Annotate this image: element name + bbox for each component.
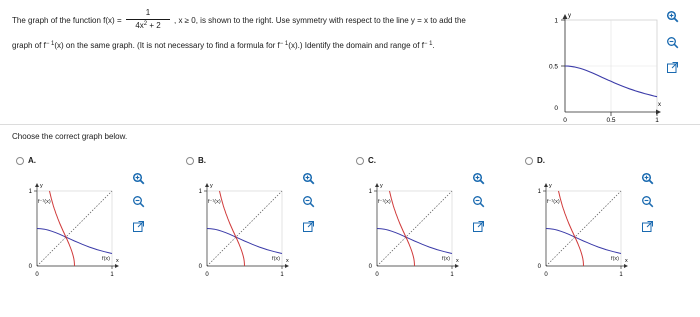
option-y-tick-1: 1	[368, 189, 372, 195]
zoom-in-icon	[132, 172, 145, 185]
fraction-denominator: $4x^2 + 2$	[135, 21, 161, 30]
option-x-tick-0: 0	[375, 272, 379, 278]
option-popout-button[interactable]	[302, 220, 315, 233]
option-inverse-label: f⁻¹(x)	[208, 199, 221, 205]
option-graph	[182, 162, 297, 280]
zoom-out-icon	[472, 195, 485, 208]
fraction-numerator: 1	[145, 8, 151, 17]
main-x-tick-0: 0	[563, 117, 567, 123]
option-letter[interactable]: C.	[368, 156, 376, 165]
option-x-tick-1: 1	[450, 272, 454, 278]
option-zoom-out-button[interactable]	[302, 195, 315, 208]
option-x-arrow	[624, 264, 628, 268]
option-letter[interactable]: A.	[28, 156, 36, 165]
question-line-1	[12, 15, 122, 26]
option-inverse-label: f⁻¹(x)	[38, 199, 51, 205]
option-f-label: f(x)	[442, 256, 450, 262]
option-y-arrow	[205, 183, 209, 187]
option-zoom-in-button[interactable]	[132, 172, 145, 185]
option-f-label: f(x)	[102, 256, 110, 262]
popout-icon	[641, 220, 654, 233]
zoom-out-button[interactable]	[666, 36, 679, 49]
option-y-arrow	[375, 183, 379, 187]
option-y-arrow	[544, 183, 548, 187]
popout-icon	[666, 61, 679, 74]
option-x-tick-0: 0	[544, 272, 548, 278]
fraction	[120, 8, 176, 33]
main-graph	[520, 8, 670, 123]
zoom-in-icon	[641, 172, 654, 185]
option-zoom-out-button[interactable]	[641, 195, 654, 208]
question-prefix: The graph of the function f(x) =	[12, 16, 122, 25]
option-popout-button[interactable]	[132, 220, 145, 233]
option-x-tick-0: 0	[35, 272, 39, 278]
option-x-arrow	[285, 264, 289, 268]
option-x-tick-1: 1	[280, 272, 284, 278]
option-graph	[352, 162, 467, 280]
option-zoom-in-button[interactable]	[641, 172, 654, 185]
main-x-tick-1: 1	[655, 117, 659, 123]
question-line-1-suffix: , x ≥ 0, is shown to the right. Use symmetry with respect to the line y = x to add the	[174, 16, 466, 25]
option-c	[352, 150, 522, 315]
zoom-out-icon	[132, 195, 145, 208]
popout-icon	[132, 220, 145, 233]
option-d	[521, 150, 691, 315]
zoom-in-icon	[302, 172, 315, 185]
option-inverse-label: f⁻¹(x)	[378, 199, 391, 205]
option-y-tick-1: 1	[198, 189, 202, 195]
zoom-in-icon	[472, 172, 485, 185]
option-x-tick-0: 0	[205, 272, 209, 278]
option-graph	[521, 162, 636, 280]
option-x-tick-1: 1	[110, 272, 114, 278]
option-b	[182, 150, 352, 315]
main-y-axis-label: y	[568, 13, 571, 19]
option-x-tick-1: 1	[619, 272, 623, 278]
popout-button[interactable]	[666, 61, 679, 74]
choose-prompt: Choose the correct graph below.	[12, 132, 128, 141]
option-y-axis-label: y	[380, 183, 383, 189]
option-y-axis-label: y	[549, 183, 552, 189]
option-zoom-out-button[interactable]	[132, 195, 145, 208]
option-y-tick-0: 0	[28, 264, 32, 270]
option-y-tick-1: 1	[28, 189, 32, 195]
option-letter[interactable]: D.	[537, 156, 545, 165]
main-y-tick-1: 1	[554, 17, 558, 25]
option-graph	[12, 162, 127, 280]
option-popout-button[interactable]	[472, 220, 485, 233]
option-a	[12, 150, 182, 315]
option-zoom-out-button[interactable]	[472, 195, 485, 208]
zoom-out-icon	[641, 195, 654, 208]
option-x-axis-label: x	[116, 258, 119, 264]
option-f-label: f(x)	[272, 256, 280, 262]
option-zoom-in-button[interactable]	[472, 172, 485, 185]
main-x-tick-05: 0.5	[606, 117, 616, 123]
zoom-out-icon	[302, 195, 315, 208]
option-y-tick-0: 0	[198, 264, 202, 270]
zoom-in-icon	[666, 10, 679, 23]
option-y-tick-0: 0	[368, 264, 372, 270]
zoom-out-icon	[666, 36, 679, 49]
option-x-axis-label: x	[286, 258, 289, 264]
main-y-tick-05: 0.5	[548, 63, 558, 71]
option-x-axis-label: x	[456, 258, 459, 264]
option-y-tick-1: 1	[537, 189, 541, 195]
question-line-2: graph of $f^{- 1}(x)$ on the same graph. (It is not necessary to find a formula for $f^{- 1}(x)$.) Identify the domain and range of $f^{- 1}$.	[12, 41, 435, 50]
popout-icon	[472, 220, 485, 233]
option-x-axis-label: x	[625, 258, 628, 264]
main-y-arrow	[563, 14, 568, 19]
option-zoom-in-button[interactable]	[302, 172, 315, 185]
main-x-axis-label: x	[658, 102, 661, 108]
option-y-tick-0: 0	[537, 264, 541, 270]
option-x-arrow	[115, 264, 119, 268]
option-y-arrow	[35, 183, 39, 187]
option-y-axis-label: y	[210, 183, 213, 189]
divider	[0, 124, 700, 125]
option-f-label: f(x)	[611, 256, 619, 262]
option-popout-button[interactable]	[641, 220, 654, 233]
option-inverse-label: f⁻¹(x)	[547, 199, 560, 205]
popout-icon	[302, 220, 315, 233]
option-x-arrow	[455, 264, 459, 268]
main-y-tick-0: 0	[554, 105, 558, 112]
option-letter[interactable]: B.	[198, 156, 206, 165]
zoom-in-button[interactable]	[666, 10, 679, 23]
option-y-axis-label: y	[40, 183, 43, 189]
